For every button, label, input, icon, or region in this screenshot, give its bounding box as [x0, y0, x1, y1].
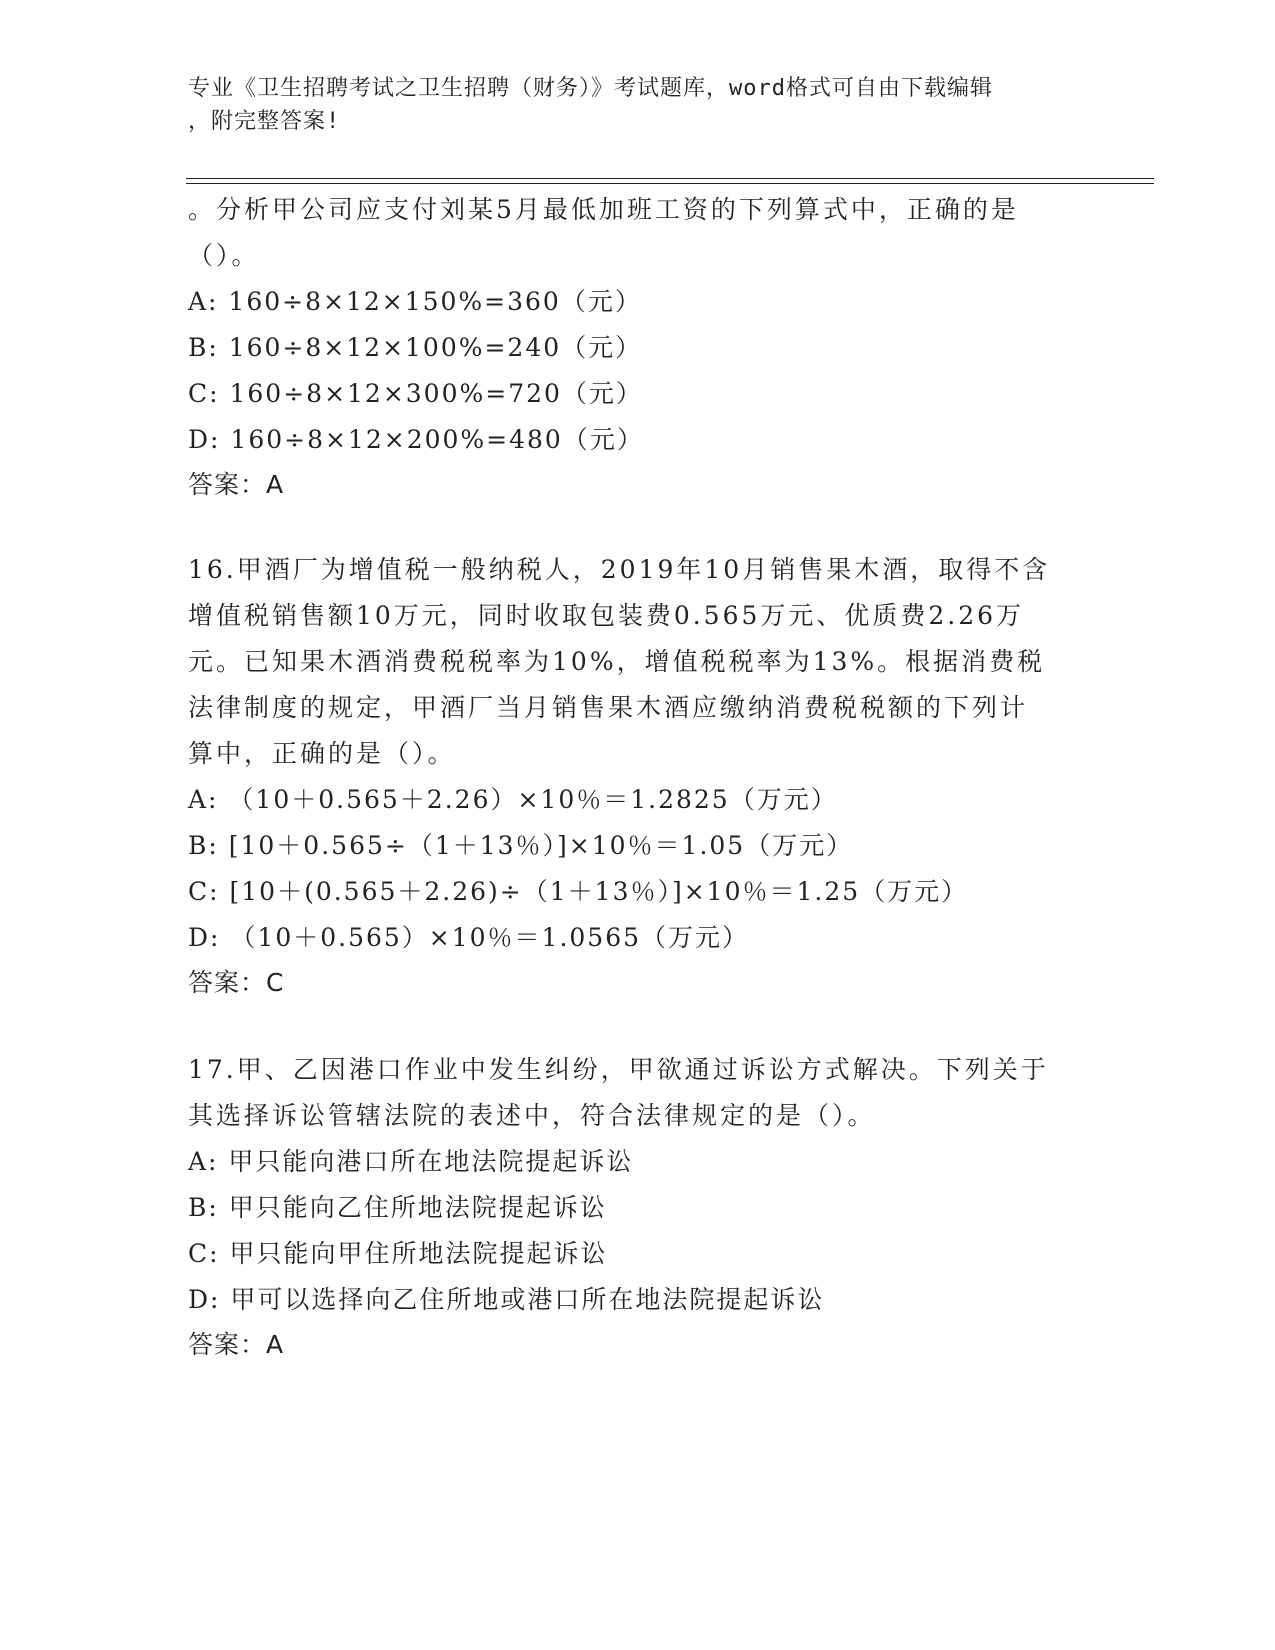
question-stem-line: 其选择诉讼管辖法院的表述中，符合法律规定的是（）。	[188, 1101, 876, 1130]
question-17	[188, 1047, 1088, 1367]
option-b: B: [10＋0.565÷（1＋13％）]×10％＝1.05（万元）	[188, 831, 854, 860]
question-stem-line: 。分析甲公司应支付刘某5月最低加班工资的下列算式中，正确的是	[188, 195, 1019, 224]
spacer	[188, 507, 1088, 547]
option-b: B: 甲只能向乙住所地法院提起诉讼	[188, 1193, 607, 1222]
question-15	[188, 187, 1088, 507]
header-rule-bottom	[186, 183, 1154, 184]
question-stem-line: （）。	[188, 241, 260, 270]
page-header	[188, 72, 1068, 138]
option-b: B: 160÷8×12×100%=240（元）	[188, 333, 643, 362]
option-c: C: [10＋(0.565＋2.26)÷（1＋13％）]×10％＝1.25（万元）	[188, 877, 969, 906]
spacer	[188, 1005, 1088, 1047]
option-c: C: 甲只能向甲住所地法院提起诉讼	[188, 1239, 608, 1268]
question-stem-line: 法律制度的规定，甲酒厂当月销售果木酒应缴纳消费税税额的下列计	[188, 693, 1029, 722]
question-stem-line: 16.甲酒厂为增值税一般纳税人，2019年10月销售果木酒，取得不含	[188, 555, 1051, 584]
option-d: D: 甲可以选择向乙住所地或港口所在地法院提起诉讼	[188, 1285, 825, 1314]
header-rule-top	[186, 178, 1154, 179]
option-d: D: （10＋0.565）×10％＝1.0565（万元）	[188, 923, 750, 952]
question-stem-line: 17.甲、乙因港口作业中发生纠纷，甲欲通过诉讼方式解决。下列关于	[188, 1055, 1049, 1084]
answer-line: 答案：C	[188, 968, 285, 997]
question-stem-line: 算中，正确的是（）。	[188, 739, 456, 768]
option-d: D: 160÷8×12×200%=480（元）	[188, 425, 644, 454]
question-stem-line: 增值税销售额10万元，同时收取包装费0.565万元、优质费2.26万	[188, 601, 1025, 630]
option-c: C: 160÷8×12×300%=720（元）	[188, 379, 643, 408]
question-16	[188, 547, 1088, 1005]
option-a: A: （10＋0.565＋2.26）×10％＝1.2825（万元）	[188, 785, 838, 814]
option-a: A: 160÷8×12×150%=360（元）	[188, 287, 642, 316]
question-list	[188, 187, 1088, 1367]
option-a: A: 甲只能向港口所在地法院提起诉讼	[188, 1147, 634, 1176]
header-line-1: 专业《卫生招聘考试之卫生招聘（财务）》考试题库，word格式可自由下载编辑	[188, 76, 993, 101]
header-line-2: ，附完整答案!	[188, 109, 341, 134]
answer-line: 答案：A	[188, 470, 285, 499]
question-stem-line: 元。已知果木酒消费税税率为10%，增值税税率为13%。根据消费税	[188, 647, 1046, 676]
answer-line: 答案：A	[188, 1330, 285, 1359]
